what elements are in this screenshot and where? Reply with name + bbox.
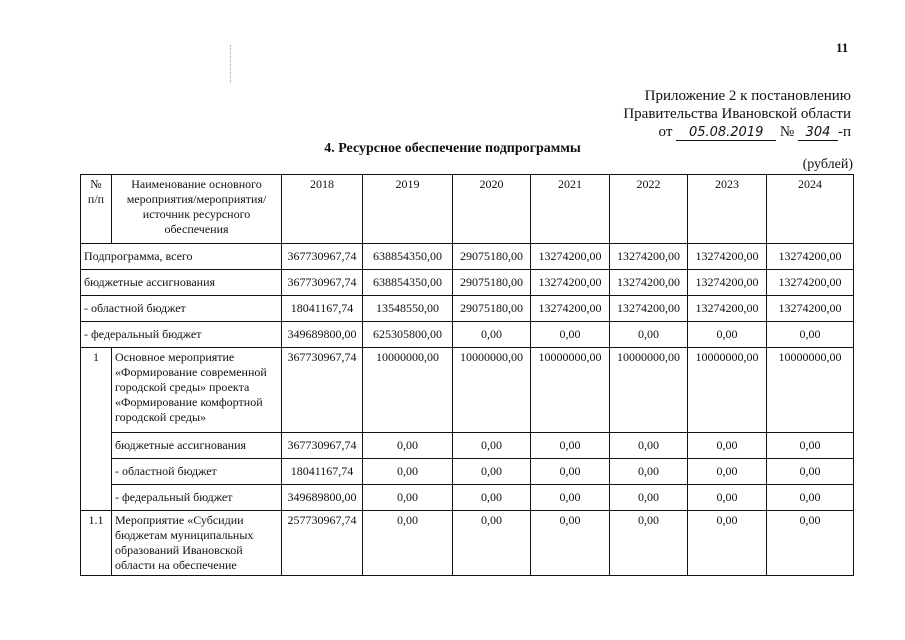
cell-value: 13274200,00 [531,296,610,322]
cell-value: 0,00 [688,511,767,576]
cell-value: 0,00 [531,511,610,576]
cell-value: 367730967,74 [282,244,363,270]
table-row [81,348,854,433]
appendix-line-1: Приложение 2 к постановлению [644,88,851,104]
cell-value: 0,00 [767,433,854,459]
cell-value: 0,00 [767,485,854,511]
cell-value: 13274200,00 [767,296,854,322]
cell-value: 0,00 [363,433,453,459]
row-name: бюджетные ассигнования [81,270,282,296]
cell-value: 367730967,74 [282,348,363,433]
cell-value: 0,00 [531,433,610,459]
header-name: Наименование основного мероприятия/мероприятия/ источник ресурсного обеспечения [112,175,282,244]
cell-value: 0,00 [767,322,854,348]
cell-value: 13274200,00 [610,296,688,322]
cell-value: 0,00 [688,459,767,485]
cell-value: 13274200,00 [610,244,688,270]
table-header-row [81,175,854,244]
header-num: № п/п [81,175,112,244]
cell-value: 625305800,00 [363,322,453,348]
header-year: 2023 [688,175,767,244]
cell-value: 0,00 [453,485,531,511]
header-year: 2022 [610,175,688,244]
cell-value: 349689800,00 [282,485,363,511]
table-row [81,296,854,322]
cell-value: 10000000,00 [453,348,531,433]
appendix-line-2: Правительства Ивановской области [623,106,851,122]
table-row [81,485,854,511]
header-year: 2018 [282,175,363,244]
row-name: - федеральный бюджет [81,322,282,348]
cell-value: 0,00 [363,511,453,576]
cell-value: 638854350,00 [363,244,453,270]
row-name: Мероприятие «Субсидии бюджетам муниципальных образований Ивановской области на обеспечение [112,511,282,576]
table-row [81,322,854,348]
table-row [81,270,854,296]
cell-value: 29075180,00 [453,244,531,270]
cell-value: 13274200,00 [531,244,610,270]
cell-value: 349689800,00 [282,322,363,348]
cell-value: 13274200,00 [688,296,767,322]
header-year: 2020 [453,175,531,244]
cell-value: 18041167,74 [282,296,363,322]
cell-value: 0,00 [610,433,688,459]
cell-value: 0,00 [531,459,610,485]
row-name: - областной бюджет [112,459,282,485]
cell-value: 367730967,74 [282,270,363,296]
handwritten-number: 304 [798,126,838,141]
units-label: (рублей) [802,157,853,172]
row-name: Основное мероприятие «Формирование современной городской среды» проекта «Формирование комфортной городской среды» [112,348,282,433]
scan-artifact [230,45,231,83]
cell-value: 13274200,00 [610,270,688,296]
cell-value: 0,00 [688,322,767,348]
cell-value: 10000000,00 [363,348,453,433]
table-row [81,244,854,270]
header-year: 2019 [363,175,453,244]
table-row [81,433,854,459]
cell-value: 0,00 [531,322,610,348]
table-row [81,511,854,576]
cell-value: 367730967,74 [282,433,363,459]
cell-value: 0,00 [610,322,688,348]
row-name: бюджетные ассигнования [112,433,282,459]
section-title: 4. Ресурсное обеспечение подпрограммы [324,141,581,156]
appendix-header [623,87,851,141]
header-year: 2021 [531,175,610,244]
cell-value: 257730967,74 [282,511,363,576]
cell-value: 10000000,00 [531,348,610,433]
cell-value: 13274200,00 [767,270,854,296]
page-number: 11 [836,40,849,55]
cell-value: 10000000,00 [688,348,767,433]
cell-value: 0,00 [688,433,767,459]
cell-value: 0,00 [531,485,610,511]
row-number: 1 [81,348,112,511]
row-name: - областной бюджет [81,296,282,322]
cell-value: 0,00 [363,459,453,485]
cell-value: 0,00 [610,459,688,485]
cell-value: 0,00 [767,459,854,485]
cell-value: 0,00 [610,485,688,511]
number-sign: № [779,124,795,140]
cell-value: 18041167,74 [282,459,363,485]
cell-value: 0,00 [610,511,688,576]
cell-value: 0,00 [453,433,531,459]
row-number: 1.1 [81,511,112,576]
cell-value: 0,00 [688,485,767,511]
cell-value: 10000000,00 [767,348,854,433]
cell-value: 29075180,00 [453,296,531,322]
appendix-line-3 [623,123,851,141]
cell-value: 13274200,00 [531,270,610,296]
header-year: 2024 [767,175,854,244]
cell-value: 13274200,00 [688,270,767,296]
row-name: - федеральный бюджет [112,485,282,511]
cell-value: 13274200,00 [767,244,854,270]
number-suffix: -п [837,124,851,140]
table-row [81,459,854,485]
handwritten-date: 05.08.2019 [676,126,776,141]
cell-value: 29075180,00 [453,270,531,296]
cell-value: 0,00 [453,322,531,348]
cell-value: 0,00 [363,485,453,511]
row-name: Подпрограмма, всего [81,244,282,270]
cell-value: 0,00 [453,511,531,576]
cell-value: 13274200,00 [688,244,767,270]
cell-value: 0,00 [767,511,854,576]
cell-value: 10000000,00 [610,348,688,433]
cell-value: 638854350,00 [363,270,453,296]
cell-value: 0,00 [453,459,531,485]
resource-table [80,174,854,576]
cell-value: 13548550,00 [363,296,453,322]
ot-label: от [658,124,673,140]
